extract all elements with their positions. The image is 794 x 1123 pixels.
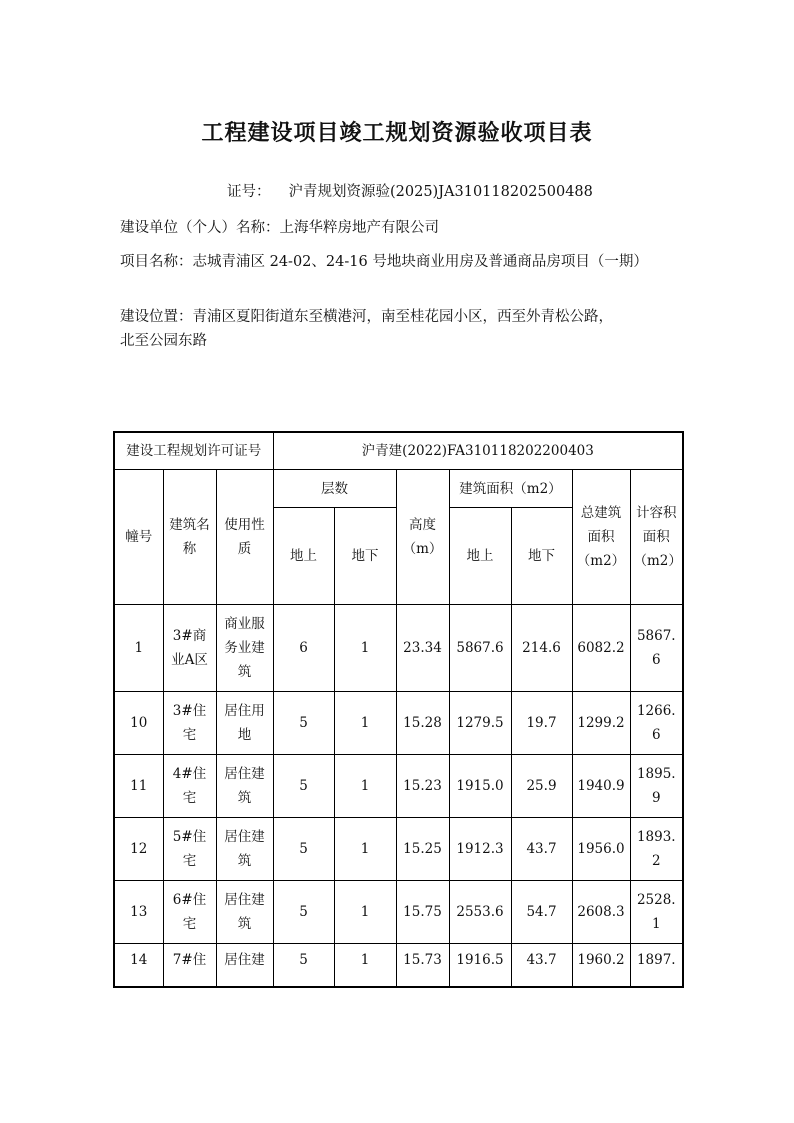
cell-height: 15.23: [396, 755, 449, 818]
header-area-above: 地上: [449, 508, 511, 605]
document-title: 工程建设项目竣工规划资源验收项目表: [201, 120, 593, 146]
cell-total-area: 1956.0: [572, 818, 630, 881]
cell-height: 15.25: [396, 818, 449, 881]
certificate-line: [227, 180, 593, 201]
cell-floors-below: 1: [334, 881, 396, 944]
cell-floors-above: 5: [273, 755, 334, 818]
acceptance-table: [113, 431, 684, 988]
cell-area-above: 2553.6: [449, 881, 511, 944]
cell-area-below: 43.7: [511, 818, 572, 881]
cell-area-above: 1279.5: [449, 692, 511, 755]
cell-total-area: 2608.3: [572, 881, 630, 944]
cell-floors-below: 1: [334, 818, 396, 881]
cell-floors-above: 6: [273, 605, 334, 692]
header-floors: 层数: [273, 470, 396, 508]
cell-floors-above: 5: [273, 818, 334, 881]
header-usage: 使用性质: [216, 470, 273, 605]
certificate-label: 证号：: [227, 184, 271, 200]
cell-area-above: 1912.3: [449, 818, 511, 881]
cell-no: 12: [114, 818, 163, 881]
cell-total-area: 6082.2: [572, 605, 630, 692]
cell-height: 23.34: [396, 605, 449, 692]
cell-floors-above: 5: [273, 692, 334, 755]
cell-counted-area: 1893.2: [630, 818, 683, 881]
cell-name: 4#住宅: [163, 755, 216, 818]
certificate-number: 沪青规划资源验(2025)JA310118202500488: [288, 184, 593, 200]
cell-no: 13: [114, 881, 163, 944]
cell-no: 11: [114, 755, 163, 818]
cell-total-area: 1940.9: [572, 755, 630, 818]
cell-name: 6#住宅: [163, 881, 216, 944]
cell-name: 3#商业A区: [163, 605, 216, 692]
table-row: [114, 944, 683, 988]
cell-area-above: 1915.0: [449, 755, 511, 818]
cell-floors-below: 1: [334, 605, 396, 692]
cell-use: 居住建筑: [216, 881, 273, 944]
cell-area-below: 54.7: [511, 881, 572, 944]
project-name: 项目名称：志城青浦区 24-02、24-16 号地块商业用房及普通商品房项目（一期）: [120, 254, 648, 270]
cell-height: 15.75: [396, 881, 449, 944]
cell-name: 5#住宅: [163, 818, 216, 881]
cell-name: 7#住: [163, 944, 216, 988]
permit-value: 沪青建(2022)FA310118202200403: [273, 432, 683, 470]
cell-no: 1: [114, 605, 163, 692]
cell-floors-above: 5: [273, 944, 334, 988]
cell-counted-area: 2528.1: [630, 881, 683, 944]
cell-use: 商业服务业建筑: [216, 605, 273, 692]
table-row: [114, 605, 683, 692]
table-row: [114, 755, 683, 818]
cell-use: 居住建: [216, 944, 273, 988]
cell-use: 居住建筑: [216, 755, 273, 818]
cell-no: 14: [114, 944, 163, 988]
cell-area-below: 19.7: [511, 692, 572, 755]
table-row: [114, 881, 683, 944]
header-floors-above: 地上: [273, 508, 334, 605]
location-line-2: 北至公园东路: [120, 333, 207, 349]
table-row: [114, 818, 683, 881]
permit-label: 建设工程规划许可证号: [114, 432, 273, 470]
cell-no: 10: [114, 692, 163, 755]
header-building-no: 幢号: [114, 470, 163, 605]
cell-area-below: 214.6: [511, 605, 572, 692]
cell-total-area: 1299.2: [572, 692, 630, 755]
location-line-1: 建设位置：青浦区夏阳街道东至横港河，南至桂花园小区，西至外青松公路，: [120, 309, 613, 325]
cell-counted-area: 5867.6: [630, 605, 683, 692]
cell-area-above: 5867.6: [449, 605, 511, 692]
cell-use: 居住建筑: [216, 818, 273, 881]
cell-name: 3#住宅: [163, 692, 216, 755]
header-total-area: 总建筑面积（m2）: [572, 470, 630, 605]
header-floors-below: 地下: [334, 508, 396, 605]
cell-use: 居住用地: [216, 692, 273, 755]
header-building-name: 建筑名称: [163, 470, 216, 605]
cell-area-above: 1916.5: [449, 944, 511, 988]
cell-counted-area: 1897.: [630, 944, 683, 988]
construction-unit: 建设单位（个人）名称：上海华粹房地产有限公司: [120, 220, 439, 236]
header-height: 高度（m）: [396, 470, 449, 605]
cell-total-area: 1960.2: [572, 944, 630, 988]
cell-height: 15.73: [396, 944, 449, 988]
cell-area-below: 43.7: [511, 944, 572, 988]
cell-height: 15.28: [396, 692, 449, 755]
cell-floors-below: 1: [334, 944, 396, 988]
cell-floors-below: 1: [334, 692, 396, 755]
table-row: [114, 692, 683, 755]
cell-counted-area: 1895.9: [630, 755, 683, 818]
cell-floors-above: 5: [273, 881, 334, 944]
cell-counted-area: 1266.6: [630, 692, 683, 755]
cell-floors-below: 1: [334, 755, 396, 818]
header-area-below: 地下: [511, 508, 572, 605]
header-counted-area: 计容积面积（m2）: [630, 470, 683, 605]
cell-area-below: 25.9: [511, 755, 572, 818]
header-floor-area: 建筑面积（m2）: [449, 470, 572, 508]
